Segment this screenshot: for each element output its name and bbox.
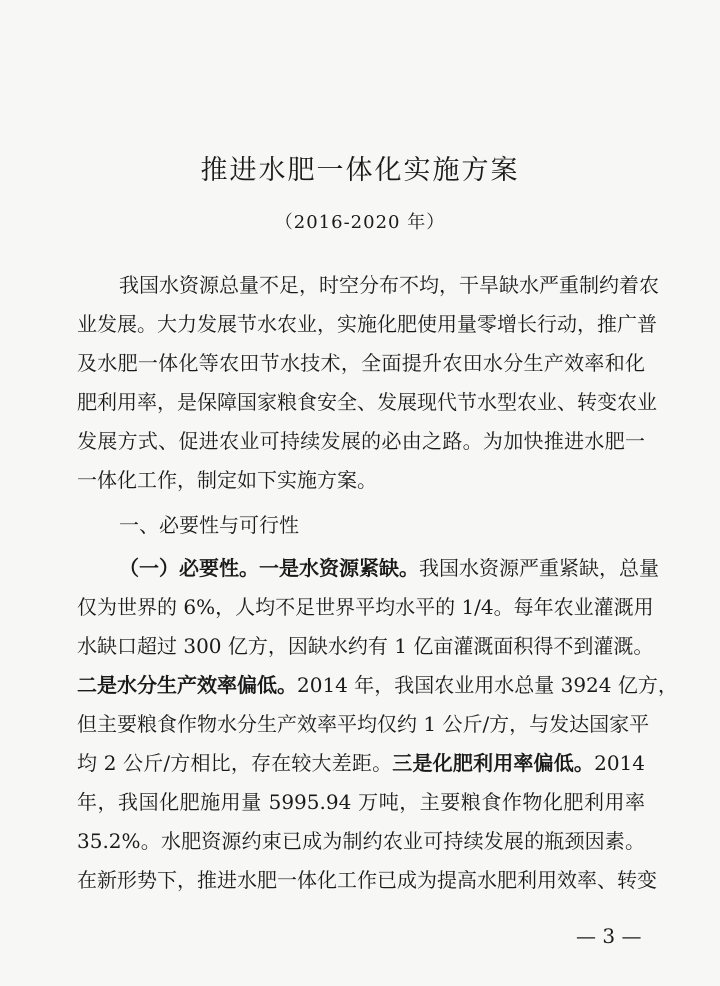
paragraph-line: 仅为世界的 6%，人均不足世界平均水平的 1/4。每年农业灌溉用 — [77, 595, 654, 619]
paragraph-line: 肥利用率，是保障国家粮食安全、发展现代节水型农业、转变农业 — [77, 390, 657, 414]
bold-run: （一）必要性。一是水资源紧缺。 — [119, 556, 419, 580]
paragraph-line: 二是水分生产效率偏低。2014 年，我国农业用水总量 3924 亿方， — [77, 673, 678, 697]
paragraph-line: 发展方式、促进农业可持续发展的必由之路。为加快推进水肥一 — [77, 429, 645, 453]
document-subtitle: （2016-2020 年） — [274, 212, 446, 233]
bold-run: 二是水分生产效率偏低。 — [77, 673, 297, 697]
bold-run: 三是化肥利用率偏低。 — [392, 751, 595, 775]
section-heading: 一、必要性与可行性 — [119, 513, 299, 537]
paragraph-line: 及水肥一体化等农田节水技术，全面提升农田水分生产效率和化 — [77, 351, 645, 375]
paragraph-line: 一体化工作，制定如下实施方案。 — [77, 468, 377, 492]
paragraph-line: 业发展。大力发展节水农业，实施化肥使用量零增长行动，推广普 — [77, 312, 657, 336]
page-number: — 3 — — [576, 924, 642, 948]
paragraph-line: 35.2%。水肥资源约束已成为制约农业可持续发展的瓶颈因素。 — [77, 829, 645, 853]
paragraph-line: 水缺口超过 300 亿方，因缺水约有 1 亿亩灌溉面积得不到灌溉。 — [77, 634, 654, 658]
paragraph-line: 均 2 公斤/方相比，存在较大差距。三是化肥利用率偏低。2014 — [77, 751, 646, 775]
paragraph-line: （一）必要性。一是水资源紧缺。我国水资源严重紧缺，总量 — [119, 556, 659, 580]
paragraph-line: 但主要粮食作物水分生产效率平均仅约 1 公斤/方，与发达国家平 — [77, 712, 650, 736]
paragraph-line: 年，我国化肥施用量 5995.94 万吨，主要粮食作物化肥利用率 — [77, 790, 645, 814]
document-title: 推进水肥一体化实施方案 — [200, 155, 520, 186]
paragraph-line: 在新形势下，推进水肥一体化工作已成为提高水肥利用效率、转变 — [77, 868, 657, 892]
paragraph-line: 我国水资源总量不足，时空分布不均，干旱缺水严重制约着农 — [119, 273, 659, 297]
